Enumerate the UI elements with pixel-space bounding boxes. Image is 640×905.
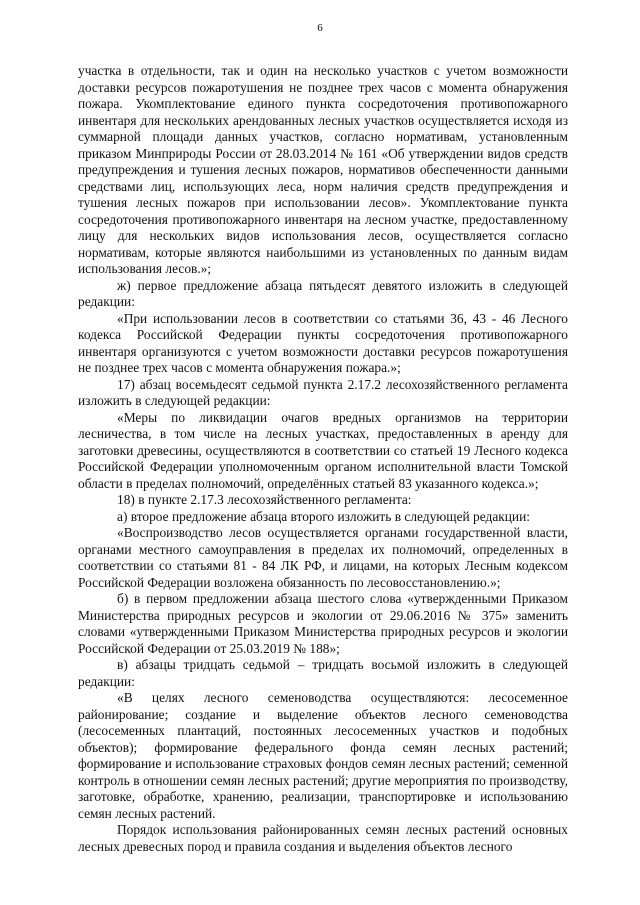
paragraph-12: Порядок использования районированных семян лесных растений основных лесных древесных пород и правила создания и выделения объектов лесного (78, 822, 568, 854)
paragraph-9: б) в первом предложении абзаца шестого слова «утвержденными Приказом Министерства природных ресурсов и экологии от 29.06.2016 № 375» заменить словами «утвержденными Приказом Министерства природных ресурсов и экологии Российской Федерации от 25.03.2019 № 188»; (78, 591, 568, 656)
paragraph-2: ж) первое предложение абзаца пятьдесят девятого изложить в следующей редакции: (78, 277, 568, 309)
paragraph-8: «Воспроизводство лесов осуществляется органами государственной власти, органами местного самоуправления в пределах их полномочий, определенных в соответствии со статьями 81 - 84 ЛК РФ, и лицами, на которых Лесным кодексом Российской Федерации возложена обязанность по лесовосстановлению.»; (78, 525, 568, 590)
paragraph-11: «В целях лесного семеноводства осуществляются: лесосеменное районирование; создание и выделение объектов лесного семеноводства (лесосеменных плантаций, постоянных лесосеменных участков и подобных объектов); формирование федерального фонда семян лесных растений; формирование и использование страховых фондов семян лесных растений; семенной контроль в отношении семян лесных растений; другие мероприятия по производству, заготовке, обработке, хранению, реализации, транспортировке и использованию семян лесных растений. (78, 690, 568, 821)
paragraph-4: 17) абзац восемьдесят седьмой пункта 2.17.2 лесохозяйственного регламента изложить в следующей редакции: (78, 376, 568, 408)
paragraph-5: «Меры по ликвидации очагов вредных организмов на территории лесничества, в том числе на лесных участках, предоставленных в аренду для заготовки древесины, осуществляются в соответствии со статьей 19 Лесного кодекса Российской Федерации уполномоченным органом исполнительной власти Томской области в пределах полномочий, определённых статьей 83 указанного кодекса.»; (78, 409, 568, 491)
body-text (78, 63, 568, 855)
paragraph-10: в) абзацы тридцать седьмой – тридцать восьмой изложить в следующей редакции: (78, 657, 568, 689)
paragraph-6: 18) в пункте 2.17.3 лесохозяйственного регламента: (117, 492, 412, 507)
paragraph-7: а) второе предложение абзаца второго изложить в следующей редакции: (117, 508, 530, 524)
page-number: 6 (317, 22, 323, 34)
paragraph-3: «При использовании лесов в соответствии со статьями 36, 43 - 46 Лесного кодекса Российской Федерации пункты сосредоточения противопожарного инвентаря организуются с учетом возможности доставки ресурсов пожаротушения не позднее трех часов с момента обнаружения пожара.»; (78, 310, 568, 375)
paragraph-1: участка в отдельности, так и один на несколько участков с учетом возможности доставки ресурсов пожаротушения не позднее трех часов с момента обнаружения пожара. Укомплектование единого пункта сосредоточения противопожарного инвентаря для нескольких арендованных лесных участков осуществляется исходя из суммарной площади данных участков, согласно нормативам, установленным приказом Минприроды России от 28.03.2014 № 161 «Об утверждении видов средств предупреждения и тушения лесных пожаров, нормативов обеспеченности данными средствами лиц, использующих леса, норм наличия средств предупреждения и тушения лесных пожаров при использовании лесов». Укомплектование пункта сосредоточения противопожарного инвентаря на лесном участке, предоставленному лицу для нескольких видов использования лесов, осуществляется согласно нормативам, которые являются наибольшими из установленных по данным видам использования лесов.»; (78, 63, 568, 276)
